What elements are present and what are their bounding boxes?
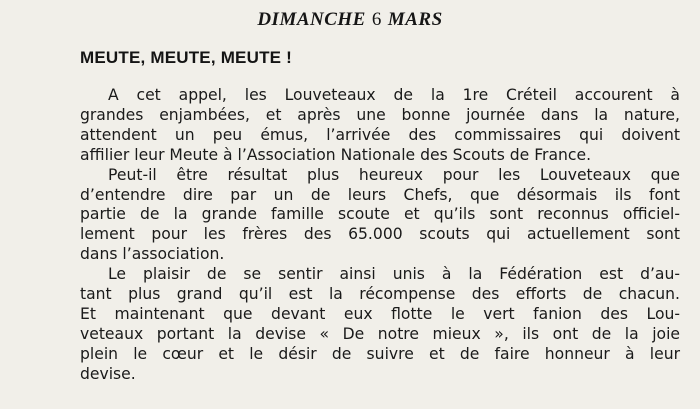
paragraph-1-line-2: grandes enjambées, et après une bonne journée dans la nature,	[80, 105, 680, 124]
paragraph-2-line-5: dans l’association.	[80, 245, 225, 264]
paragraph-3-line-3: Et maintenant que devant eux flotte le vert fanion des Lou-	[80, 304, 680, 323]
paragraph-1-line-3: attendent un peu émus, l’arrivée des commissaires qui doivent	[80, 125, 680, 144]
paragraph-2-line-4: lement pour les frères des 65.000 scouts qui actuellement sont	[80, 225, 680, 244]
paragraph-3-line-1: Le plaisir de se sentir ainsi unis à la Fédération est d’au-	[108, 265, 680, 284]
dateline-day: DIMANCHE	[257, 9, 366, 30]
paragraph-3-line-2: tant plus grand qu’il est la récompense des efforts de chacun.	[80, 285, 680, 304]
article-body	[80, 86, 680, 385]
article-title: MEUTE, MEUTE, MEUTE !	[80, 48, 292, 67]
dateline-month: MARS	[387, 9, 443, 30]
dateline-date-number: 6	[371, 9, 382, 30]
paragraph-2-line-1: Peut-il être résultat plus heureux pour les Louveteaux que	[108, 165, 680, 184]
paragraph-2-line-3: partie de la grande famille scoute et qu’ils sont reconnus officiel-	[80, 205, 680, 224]
paragraph-3-line-6: devise.	[80, 364, 136, 383]
paragraph-3-line-5: plein le cœur et le désir de suivre et de faire honneur à leur	[80, 344, 680, 363]
paragraph-3-line-4: veteaux portant la devise « De notre mieux », ils ont de la joie	[80, 324, 680, 343]
paragraph-2-line-2: d’entendre dire par un de leurs Chefs, que désormais ils font	[80, 185, 680, 204]
paragraph-1-line-1: A cet appel, les Louveteaux de la 1re Créteil accourent à	[108, 86, 680, 104]
paragraph-1-line-4: affilier leur Meute à l’Association Nationale des Scouts de France.	[80, 145, 592, 164]
dateline	[0, 9, 700, 31]
